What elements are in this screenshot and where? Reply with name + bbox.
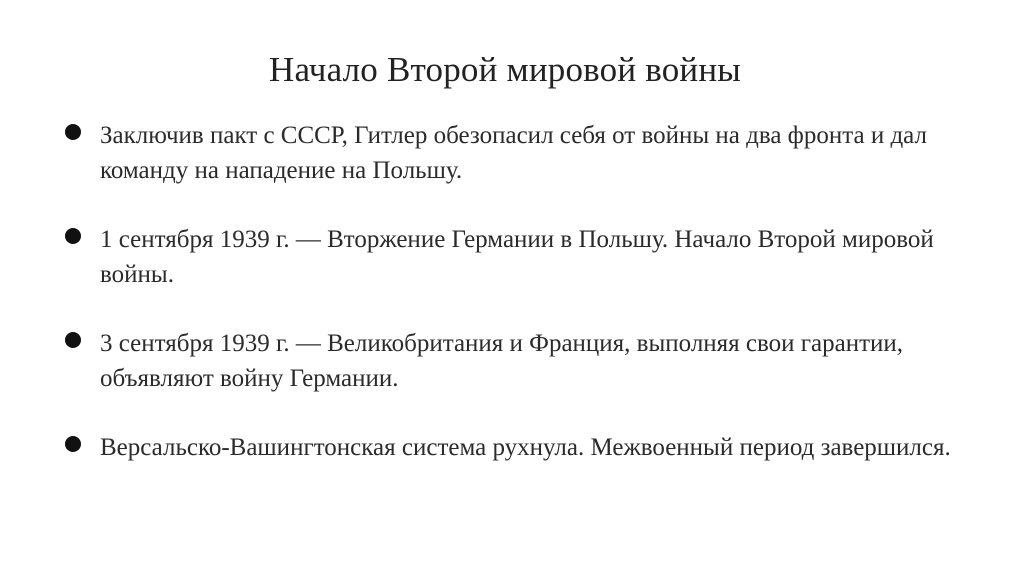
bullet-item [63, 118, 1008, 188]
bullet-item [63, 326, 1008, 396]
bullet-text: 1 сентября 1939 г. — Вторжение Германии в Польшу. Начало Второй мировой войны. [100, 226, 934, 288]
bullet-list [63, 118, 1008, 499]
bullet-dot-icon [65, 124, 81, 140]
bullet-dot-icon [65, 228, 81, 244]
bullet-text: Версальско-Вашингтонская система рухнула. Межвоенный период завершился. [100, 434, 951, 461]
bullet-text: 3 сентября 1939 г. — Великобритания и Франция, выполняя свои гарантии, объявляют войну Германии. [100, 330, 904, 392]
bullet-item [63, 430, 1008, 465]
bullet-text: Заключив пакт с СССР, Гитлер обезопасил себя от войны на два фронта и дал команду на нападение на Польшу. [100, 122, 927, 184]
bullet-dot-icon [65, 436, 81, 452]
bullet-dot-icon [65, 332, 81, 348]
bullet-item [63, 222, 1008, 292]
slide-title: Начало Второй мировой войны [268, 50, 742, 89]
